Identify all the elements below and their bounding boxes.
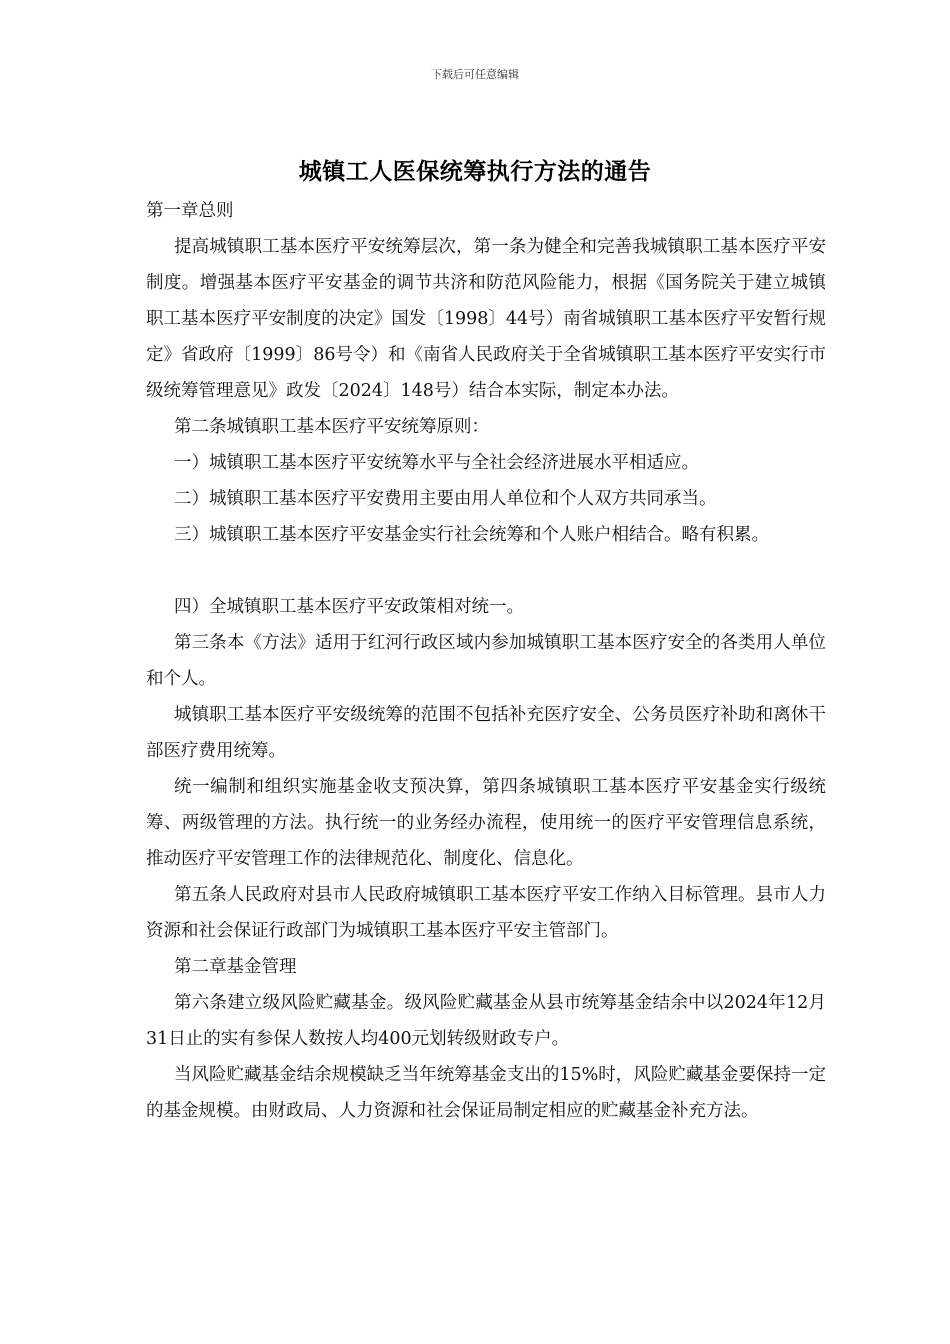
paragraph: 第二条城镇职工基本医疗平安统筹原则： <box>174 417 489 437</box>
paragraph: 一）城镇职工基本医疗平安统筹水平与全社会经济进展水平相适应。 <box>174 453 699 473</box>
paragraph: 二）城镇职工基本医疗平安费用主要由用人单位和个人双方共同承当。 <box>174 489 717 509</box>
paragraph: 统一编制和组织实施基金收支预决算，第四条城镇职工基本医疗平安基金实行级统筹、两级管理的方法。执行统一的业务经办流程，使用统一的医疗平安管理信息系统，推动医疗平安管理工作的法律规范化、制度化、信息化。 <box>146 777 826 869</box>
paragraph: 第二章基金管理 <box>174 957 297 977</box>
paragraph: 提高城镇职工基本医疗平安统筹层次，第一条为健全和完善我城镇职工基本医疗平安制度。增强基本医疗平安基金的调节共济和防范风险能力，根据《国务院关于建立城镇职工基本医疗平安制度的决定》国发〔1998〕44号）南省城镇职工基本医疗平安暂行规定》省政府〔1999〕86号令）和《南省人民政府关于全省城镇职工基本医疗平安实行市级统筹管理意见》政发〔2024〕148号）结合本实际，制定本办法。 <box>146 237 826 401</box>
document-title: 城镇工人医保统筹执行方法的通告 <box>298 158 652 185</box>
paragraph: 第三条本《方法》适用于红河行政区域内参加城镇职工基本医疗安全的各类用人单位和个人。 <box>146 633 826 689</box>
document-body <box>146 193 826 1129</box>
header-note: 下载后可任意编辑 <box>431 68 519 81</box>
paragraph: 三）城镇职工基本医疗平安基金实行社会统筹和个人账户相结合。略有积累。 <box>174 525 769 545</box>
paragraph: 四）全城镇职工基本医疗平安政策相对统一。 <box>174 597 524 617</box>
paragraph: 当风险贮藏基金结余规模缺乏当年统筹基金支出的15%时，风险贮藏基金要保持一定的基金规模。由财政局、人力资源和社会保证局制定相应的贮藏基金补充方法。 <box>146 1065 826 1121</box>
paragraph-gap <box>146 553 826 589</box>
paragraph: 第一章总则 <box>146 201 234 221</box>
paragraph: 第六条建立级风险贮藏基金。级风险贮藏基金从县市统筹基金结余中以2024年12月31日止的实有参保人数按人均400元划转级财政专户。 <box>146 993 826 1049</box>
paragraph: 城镇职工基本医疗平安级统筹的范围不包括补充医疗安全、公务员医疗补助和离休干部医疗费用统筹。 <box>146 705 826 761</box>
paragraph: 第五条人民政府对县市人民政府城镇职工基本医疗平安工作纳入目标管理。县市人力资源和社会保证行政部门为城镇职工基本医疗平安主管部门。 <box>146 885 826 941</box>
